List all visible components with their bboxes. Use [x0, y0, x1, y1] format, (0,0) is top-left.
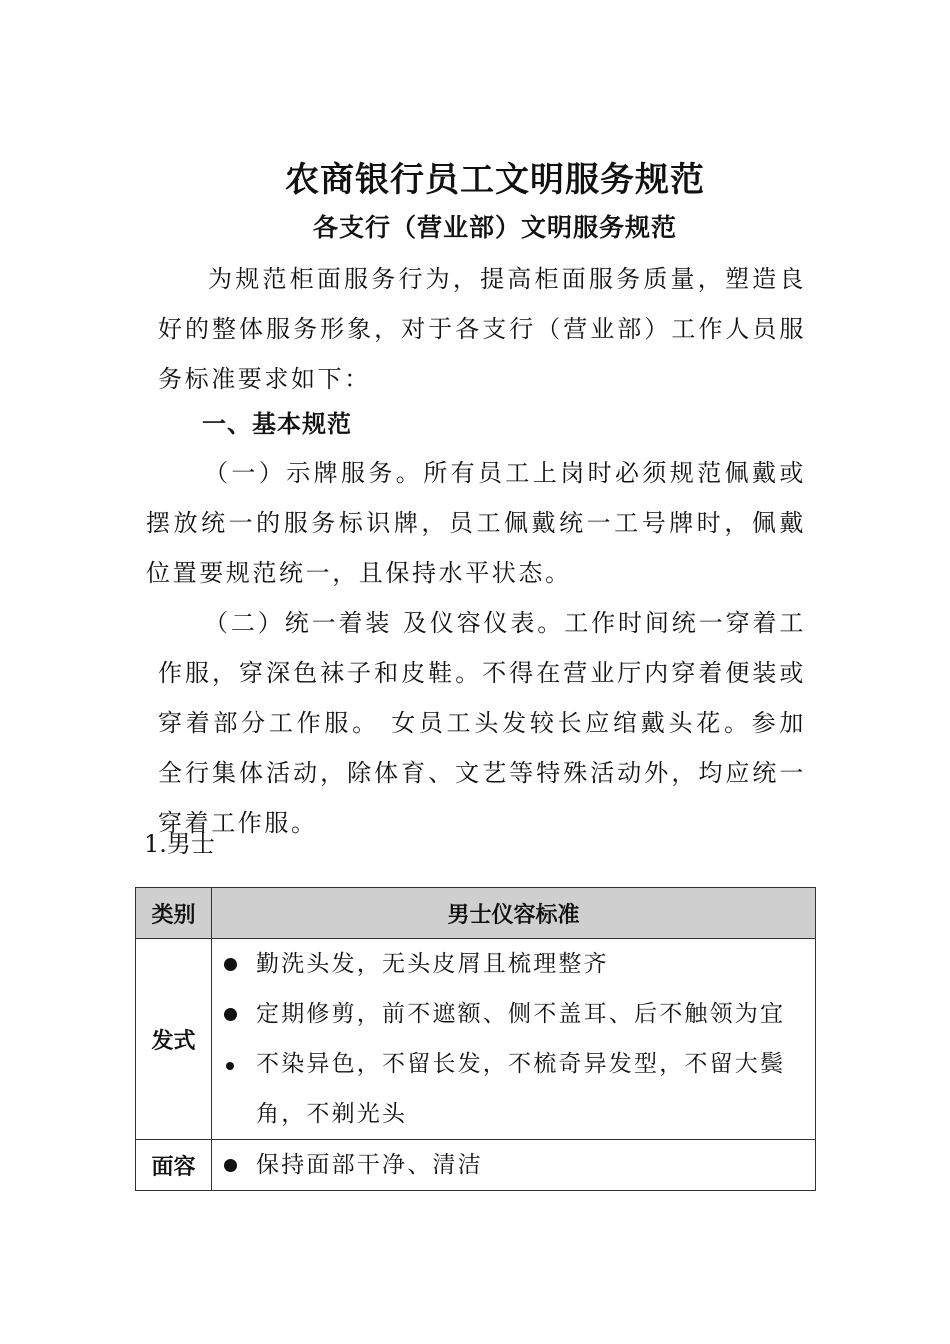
- table-header-category: 类别: [136, 888, 212, 939]
- list-item-text: 勤洗头发，无头皮屑且梳理整齐: [256, 951, 609, 977]
- table-cell-items: [212, 939, 816, 1140]
- list-item: [222, 939, 815, 989]
- list-item: [222, 989, 815, 1039]
- subheading-men: 1.男士: [144, 830, 215, 858]
- table-cell-items: [212, 1140, 816, 1191]
- bullet-list: [212, 939, 815, 1139]
- grooming-standards-table: [135, 887, 816, 1191]
- bullet-list: [212, 1140, 815, 1190]
- bullet-dot-icon: [224, 958, 237, 971]
- document-title: 农商银行员工文明服务规范: [285, 160, 705, 200]
- bullet-dot-icon: [224, 1159, 237, 1172]
- paragraph-uniform-appearance: （二）统一着装 及仪容仪表。工作时间统一穿着工作服，穿深色袜子和皮鞋。不得在营业厅内穿着便装或穿着部分工作服。 女员工头发较长应绾戴头花。参加全行集体活动，除体育、文艺等特殊活动外，均应统一穿着工作服。: [158, 609, 806, 837]
- section-heading: 一、基本规范: [202, 410, 352, 438]
- table-cell-category: 发式: [136, 939, 212, 1140]
- document-subtitle: 各支行（营业部）文明服务规范: [312, 213, 677, 242]
- intro-paragraph: 为规范柜面服务行为，提高柜面服务质量，塑造良好的整体服务形象，对于各支行（营业部）工作人员服务标准要求如下：: [158, 265, 806, 393]
- table-header-row: [136, 888, 816, 939]
- list-item-text: 不染异色，不留长发，不梳奇异发型，不留大鬓角，不剃光头: [256, 1051, 786, 1127]
- list-item-text: 定期修剪，前不遮额、侧不盖耳、后不触领为宜: [256, 1001, 786, 1027]
- paragraph-badge-service: （一）示牌服务。所有员工上岗时必须规范佩戴或摆放统一的服务标识牌，员工佩戴统一工号牌时，佩戴位置要规范统一，且保持水平状态。: [146, 459, 806, 587]
- table-row: [136, 1140, 816, 1191]
- list-item-text: 保持面部干净、清洁: [256, 1152, 483, 1178]
- table-row: [136, 939, 816, 1140]
- bullet-dot-icon: [226, 1062, 234, 1070]
- table-cell-category: 面容: [136, 1140, 212, 1191]
- list-item: [222, 1140, 815, 1190]
- bullet-dot-icon: [224, 1008, 237, 1021]
- list-item: [222, 1039, 815, 1139]
- table-header-standard: 男士仪容标准: [212, 888, 816, 939]
